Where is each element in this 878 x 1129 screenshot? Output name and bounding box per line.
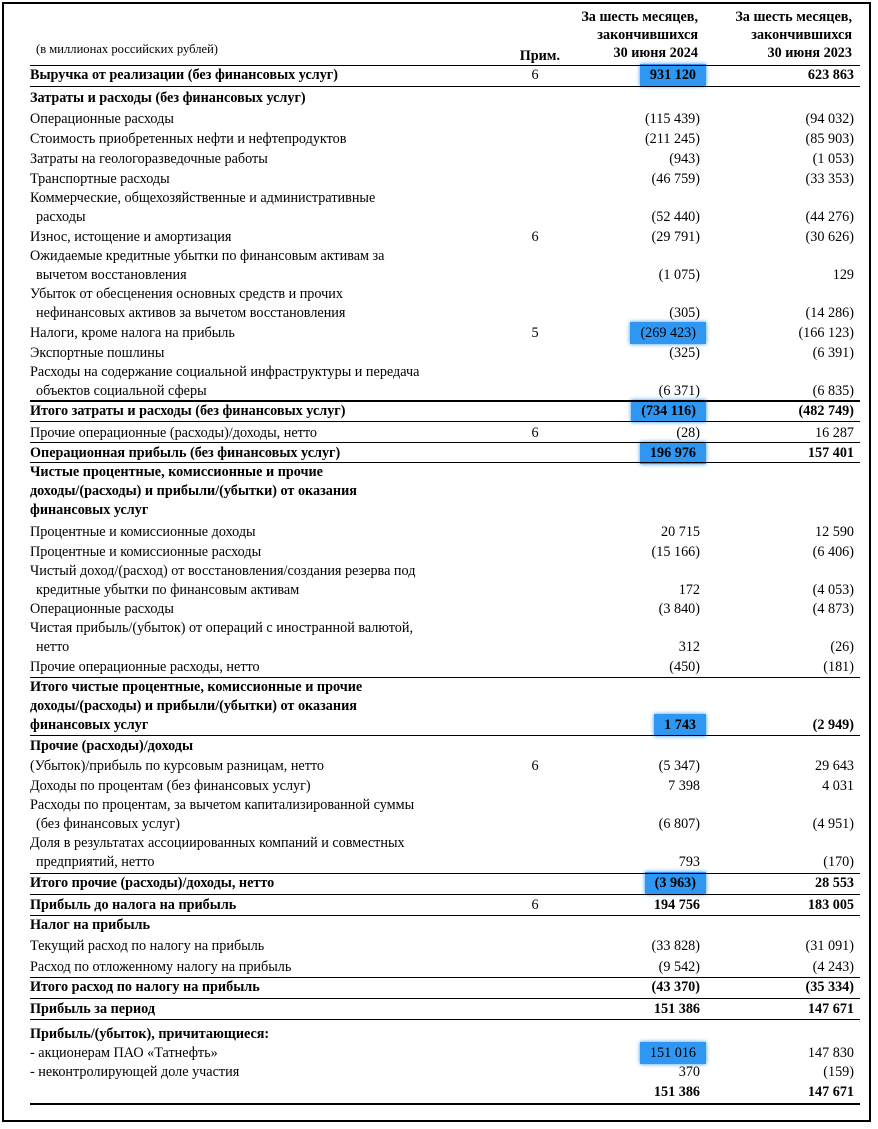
value-2023: (4 243)	[812, 959, 854, 975]
value-2023: (166 123)	[798, 325, 854, 341]
double-separator	[30, 1103, 860, 1105]
row-label: Прибыль до налога на прибыль	[30, 897, 237, 913]
row-label: доходы/(расходы) и прибыли/(убытки) от оказания	[30, 483, 357, 499]
row-separator	[30, 998, 860, 999]
row-note: 6	[531, 758, 539, 774]
value-2024-text: (46 759)	[651, 171, 700, 187]
value-2024	[645, 110, 700, 128]
value-2024-text: (52 440)	[651, 209, 700, 225]
row-label: Экспортные пошлины	[30, 345, 165, 361]
value-2024-text: 20 715	[660, 524, 700, 540]
value-2023: 12 590	[814, 524, 854, 540]
row-separator	[30, 915, 860, 916]
value-2024	[630, 322, 700, 344]
row-label: Стоимость приобретенных нефти и нефтепродуктов	[30, 131, 347, 147]
value-2024	[659, 757, 700, 775]
row-label: Транспортные расходы	[30, 171, 170, 187]
value-2023: (85 903)	[805, 131, 854, 147]
value-2024	[645, 872, 700, 894]
units-caption: (в миллионах российских рублей)	[36, 42, 219, 56]
value-2024	[659, 382, 700, 400]
value-2024	[631, 400, 700, 422]
value-2024-text: (211 245)	[644, 131, 700, 147]
value-2023: (4 053)	[812, 582, 854, 598]
value-2023: (159)	[823, 1064, 854, 1080]
row-label: Налоги, кроме налога на прибыль	[30, 325, 235, 341]
value-2024	[640, 64, 700, 86]
value-2024-text: (33 828)	[651, 938, 700, 954]
row-separator	[30, 894, 860, 895]
value-2024-text: (1 075)	[658, 267, 700, 283]
double-separator	[30, 400, 860, 402]
row-label: Прочие операционные расходы, нетто	[30, 659, 260, 675]
value-2023: 147 671	[807, 1001, 854, 1017]
row-label: Операционная прибыль (без финансовых услуг)	[30, 445, 341, 461]
value-2024	[659, 600, 700, 618]
row-label: Выручка от реализации (без финансовых услуг)	[30, 67, 338, 83]
row-label: Операционные расходы	[30, 111, 174, 127]
row-separator	[30, 873, 860, 874]
note-column-header: Прим.	[519, 48, 560, 64]
col-2024-header-line1: За шесть месяцев,	[581, 9, 698, 25]
row-label: нефинансовых активов за вычетом восстановления	[36, 305, 346, 321]
value-2024-text: 793	[678, 854, 700, 870]
value-2024-text: (305)	[669, 305, 700, 321]
value-2024	[652, 170, 700, 188]
row-note: 6	[531, 425, 539, 441]
value-2024-text: (6 371)	[658, 383, 700, 399]
row-label: Расходы по процентам, за вычетом капитализированной суммы	[30, 797, 415, 813]
row-label: нетто	[36, 639, 70, 655]
row-label: Доходы по процентам (без финансовых услуг)	[30, 778, 311, 794]
row-label: Прочие операционные (расходы)/доходы, нетто	[30, 425, 317, 441]
value-2024	[652, 937, 700, 955]
value-2024-text: (450)	[669, 659, 700, 675]
value-2023: (4 873)	[812, 601, 854, 617]
value-2024-text: 151 386	[653, 1084, 700, 1100]
value-2023: (2 949)	[812, 717, 854, 733]
value-2024	[679, 1063, 700, 1081]
row-label: Операционные расходы	[30, 601, 174, 617]
value-2024	[659, 958, 700, 976]
row-label: Итого чистые процентные, комиссионные и прочие	[30, 679, 363, 695]
value-2024-text: 196 976	[640, 442, 706, 464]
row-label: вычетом восстановления	[36, 267, 187, 283]
col-2024-header	[581, 8, 698, 62]
value-2024-text: (734 116)	[631, 400, 706, 422]
row-label: предприятий, нетто	[36, 854, 155, 870]
row-separator	[30, 421, 860, 422]
value-2024-text: 151 016	[640, 1042, 706, 1064]
value-2024-text: 194 756	[653, 897, 700, 913]
row-separator	[30, 442, 860, 443]
row-label: объектов социальной сферы	[36, 383, 207, 399]
value-2024-text: (3 963)	[645, 872, 706, 894]
row-separator	[30, 65, 860, 66]
value-2023: 16 287	[814, 425, 854, 441]
value-2023: 157 401	[807, 445, 854, 461]
value-2023: (30 626)	[805, 229, 854, 245]
row-label: Итого прочие (расходы)/доходы, нетто	[30, 875, 275, 891]
value-2023: (94 032)	[805, 111, 854, 127]
value-2023: (26)	[830, 639, 854, 655]
value-2024-text: 151 386	[653, 1001, 700, 1017]
row-label: (без финансовых услуг)	[36, 816, 181, 832]
value-2024	[654, 896, 700, 914]
row-label: расходы	[36, 209, 86, 225]
value-2024	[669, 658, 700, 676]
row-label: Прибыль за период	[30, 1001, 156, 1017]
value-2024	[654, 1083, 700, 1101]
row-label: Процентные и комиссионные доходы	[30, 524, 256, 540]
row-label: Итого расход по налогу на прибыль	[30, 979, 260, 995]
row-label: Текущий расход по налогу на прибыль	[30, 938, 265, 954]
row-separator	[30, 677, 860, 678]
value-2024-text: (6 807)	[658, 816, 700, 832]
row-label: Расход по отложенному налогу на прибыль	[30, 959, 292, 975]
value-2024-text: 370	[678, 1064, 700, 1080]
row-label: Доля в результатах ассоциированных компаний и совместных	[30, 835, 405, 851]
row-label: Чистые процентные, комиссионные и прочие	[30, 464, 323, 480]
value-2024-text: (115 439)	[644, 111, 700, 127]
value-2024	[669, 304, 700, 322]
value-2024-text: 312	[678, 639, 700, 655]
row-note: 6	[531, 897, 539, 913]
value-2024	[652, 228, 700, 246]
value-2024-text: (3 840)	[658, 601, 700, 617]
value-2024-text: 172	[678, 582, 700, 598]
col-2023-header-line1: За шесть месяцев,	[735, 9, 852, 25]
row-note: 5	[531, 325, 539, 341]
row-note: 6	[531, 67, 539, 83]
value-2023: 183 005	[807, 897, 854, 913]
value-2024	[659, 815, 700, 833]
row-label: Прочие (расходы)/доходы	[30, 738, 194, 754]
value-2023: (14 286)	[805, 305, 854, 321]
col-2023-header-line3: 30 июня 2023	[767, 45, 852, 61]
row-label: - акционерам ПАО «Татнефть»	[30, 1045, 218, 1061]
value-2023: (170)	[823, 854, 854, 870]
col-2023-header-line2: закончившихся	[751, 27, 852, 43]
value-2024-text: (29 791)	[651, 229, 700, 245]
value-2024-text: (943)	[669, 151, 700, 167]
value-2023: (6 406)	[812, 544, 854, 560]
value-2024-text: (15 166)	[651, 544, 700, 560]
value-2024	[640, 442, 700, 464]
value-2024-text: (325)	[669, 345, 700, 361]
row-separator	[30, 735, 860, 736]
value-2023: (4 951)	[812, 816, 854, 832]
value-2024	[661, 523, 700, 541]
row-note: 6	[531, 229, 539, 245]
value-2024	[679, 853, 700, 871]
row-label: Расходы на содержание социальной инфраструктуры и передача	[30, 364, 420, 380]
value-2024	[654, 1000, 700, 1018]
value-2024	[652, 208, 700, 226]
row-separator	[30, 977, 860, 978]
value-2023: (1 053)	[812, 151, 854, 167]
value-2024-text: (269 423)	[630, 322, 706, 344]
value-2023: (35 334)	[805, 979, 854, 995]
value-2023: (44 276)	[805, 209, 854, 225]
value-2024	[668, 777, 700, 795]
row-label: доходы/(расходы) и прибыли/(убытки) от оказания	[30, 698, 357, 714]
value-2023: 129	[832, 267, 854, 283]
value-2024-text: 7 398	[668, 778, 700, 794]
row-separator	[30, 1019, 860, 1020]
row-label: Налог на прибыль	[30, 917, 150, 933]
value-2023: 28 553	[814, 875, 854, 891]
value-2023: 147 671	[807, 1084, 854, 1100]
row-label: Износ, истощение и амортизация	[30, 229, 232, 245]
row-label: Ожидаемые кредитные убытки по финансовым активам за	[30, 248, 385, 264]
row-separator	[30, 86, 860, 87]
row-label: финансовых услуг	[30, 717, 149, 733]
row-label: - неконтролирующей доле участия	[30, 1064, 240, 1080]
value-2024-text: 931 120	[640, 64, 706, 86]
value-2023: (6 835)	[812, 383, 854, 399]
value-2024	[654, 714, 700, 736]
value-2024-text: (9 542)	[658, 959, 700, 975]
value-2023: (33 353)	[805, 171, 854, 187]
value-2024-text: (28)	[676, 425, 700, 441]
value-2023: 4 031	[822, 778, 854, 794]
row-label: Убыток от обесценения основных средств и прочих	[30, 286, 343, 302]
row-label: Итого затраты и расходы (без финансовых услуг)	[30, 403, 346, 419]
value-2023: 623 863	[807, 67, 854, 83]
value-2024-text: 1 743	[654, 714, 706, 736]
value-2024	[652, 978, 700, 996]
row-label: Чистый доход/(расход) от восстановления/создания резерва под	[30, 563, 416, 579]
value-2023: (181)	[823, 659, 854, 675]
row-label: Затраты и расходы (без финансовых услуг)	[30, 90, 306, 106]
value-2024	[679, 581, 700, 599]
row-label: Процентные и комиссионные расходы	[30, 544, 262, 560]
value-2024	[669, 150, 700, 168]
value-2024	[645, 130, 700, 148]
row-label: Коммерческие, общехозяйственные и административные	[30, 190, 376, 206]
value-2024-text: (5 347)	[658, 758, 700, 774]
row-separator	[30, 462, 860, 463]
value-2024	[652, 543, 700, 561]
row-label: (Убыток)/прибыль по курсовым разницам, нетто	[30, 758, 325, 774]
value-2023: (482 749)	[798, 403, 854, 419]
value-2023: 147 830	[807, 1045, 854, 1061]
row-label: кредитные убытки по финансовым активам	[36, 582, 300, 598]
row-label: Чистая прибыль/(убыток) от операций с иностранной валютой,	[30, 620, 414, 636]
row-label: финансовых услуг	[30, 502, 149, 518]
value-2024	[676, 424, 700, 442]
value-2024	[640, 1042, 700, 1064]
value-2023: (6 391)	[812, 345, 854, 361]
row-label: Затраты на геологоразведочные работы	[30, 151, 268, 167]
value-2024-text: (43 370)	[651, 979, 700, 995]
value-2023: 29 643	[814, 758, 854, 774]
row-label: Прибыль/(убыток), причитающиеся:	[30, 1026, 270, 1042]
value-2024	[679, 638, 700, 656]
col-2024-header-line3: 30 июня 2024	[613, 45, 698, 61]
col-2023-header	[735, 8, 852, 62]
value-2023: (31 091)	[805, 938, 854, 954]
value-2024	[669, 344, 700, 362]
value-2024	[659, 266, 700, 284]
col-2024-header-line2: закончившихся	[597, 27, 698, 43]
